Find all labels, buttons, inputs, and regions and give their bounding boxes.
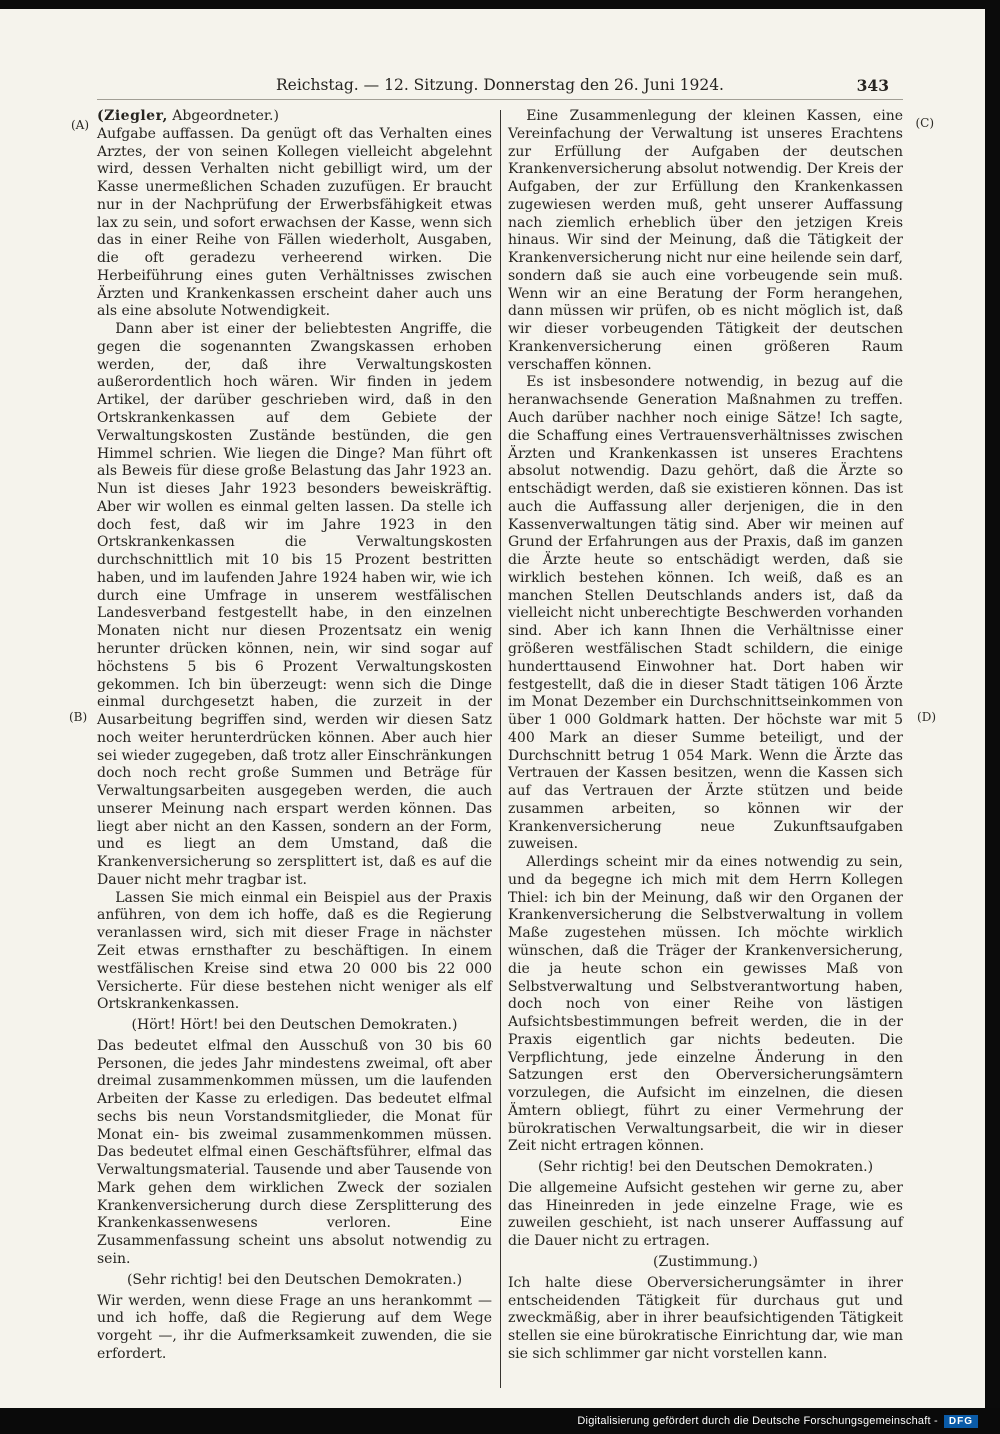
paragraph: Die allgemeine Aufsicht gestehen wir gerne zu, aber das Hineinreden in jede einzelne Frage, wie es zuweilen geschieht, ist nach unserer Auffassung auf die Dauer nicht zu ertragen.: [508, 1179, 903, 1250]
stage-direction: (Sehr richtig! bei den Deutschen Demokraten.): [537, 1159, 874, 1176]
digitization-credit: Digitalisierung gefördert durch die Deutsche Forschungsgemeinschaft -: [577, 1415, 938, 1427]
stage-direction: (Hört! Hört! bei den Deutschen Demokraten.): [131, 1017, 458, 1034]
scan-edge-right: [985, 0, 1000, 1434]
speaker-name: (Ziegler,: [97, 108, 168, 124]
page-number: 343: [856, 76, 889, 95]
paragraph: Das bedeutet elfmal den Ausschuß von 30 bis 60 Personen, die jedes Jahr mindestens zweimal, oft aber dreimal zusammenkommen müssen, um die laufenden Arbeiten der Kasse zu erledigen. Das bedeutet elfmal sechs bis neun Vorstandsmitglieder, die Monat für Monat ein- bis zweimal zusammenkommen müssen. Das bedeutet elfmal einen Geschäftsführer, elfmal das Verwaltungsmaterial. Tausende und aber Tausende von Mark gehen dem wirklichen Zweck der sozialen Krankenversicherung durch diese Zersplitterung des Krankenkassenwesens verloren. Eine Zusammenfassung scheint uns absolut notwendig zu sein.: [97, 1037, 492, 1267]
paragraph: Aufgabe auffassen. Da genügt oft das Verhalten eines Arztes, der von seinen Kollegen vielleicht abgelehnt wird, dessen Verhalten nicht gebilligt wird, um der Kasse unermeßlichen Schaden zuzufügen. Er braucht nur in der Nachprüfung der Erwerbsfähigkeit etwas lax zu sein, und sofort erwachsen der Kasse, wenn sich das in einer Reihe von Fällen wiederholt, Ausgaben, die oft geradezu verheerend wirken. Die Herbeiführung eines guten Verhältnisses zwischen Ärzten und Krankenkassen erscheint daher auch uns als eine absolute Notwendigkeit.: [97, 125, 492, 320]
margin-mark-b: (B): [69, 710, 88, 724]
margin-mark-c: (C): [915, 116, 934, 130]
page-title: Reichstag. — 12. Sitzung. Donnerstag den 26. Juni 1924.: [276, 76, 724, 94]
paragraph: Lassen Sie mich einmal ein Beispiel aus der Praxis anführen, von dem ich hoffe, daß es die Regierung veranlassen wird, sich mit dieser Frage in nächster Zeit etwas ernsthafter zu beschäftigen. In einem westfälischen Kreise sind etwa 20 000 bis 22 000 Versicherte. Für diese bestehen nicht weniger als elf Ortskrankenkassen.: [97, 889, 492, 1013]
column-divider: [500, 110, 501, 1388]
paragraph: Ich halte diese Oberversicherungsämter in ihrer entscheidenden Tätigkeit für durchaus gut und zweckmäßig, aber in ihrer beaufsichtigenden Tätigkeit stellen sie eine bürokratische Einrichtung dar, wie man sie sich schlimmer gar nicht vorstellen kann.: [508, 1274, 903, 1362]
dfg-logo: DFG: [944, 1415, 978, 1428]
paragraph: Dann aber ist einer der beliebtesten Angriffe, die gegen die sogenannten Zwangskassen erhoben werden, der, daß ihre Verwaltungskosten außerordentlich hoch wären. Wir finden in jedem Artikel, der darüber geschrieben wird, daß in den Ortskrankenkassen auf dem Gebiete der Verwaltungskosten Zustände bestünden, die gen Himmel schrien. Wie liegen die Dinge? Man führt oft als Beweis für diese große Belastung das Jahr 1923 an. Nun ist dieses Jahr 1923 besonders beweiskräftig. Aber wir wollen es einmal gelten lassen. Da stelle ich doch fest, daß wir im Jahre 1923 in den Ortskrankenkassen die Verwaltungskosten durchschnittlich mit 10 bis 15 Prozent bestritten haben, und im laufenden Jahre 1924 haben wir, wie ich durch eine Umfrage in unserem westfälischen Landesverband festgestellt habe, in den einzelnen Monaten nicht nur diesen Prozentsatz ein wenig herunter drücken können, nein, wir sind sogar auf höchstens 5 bis 6 Prozent Verwaltungskosten gekommen. Ich bin überzeugt: wenn sich die Dinge einmal durchgesetzt haben, die zurzeit in der Ausarbeitung begriffen sind, werden wir diesen Satz noch weiter herunterdrücken können. Aber auch hier sei wieder zugegeben, daß trotz aller Einschränkungen doch noch recht große Summen und Beträge für Verwaltungsarbeiten ausgegeben werden, die auch unserer Meinung nach erspart werden können. Das liegt aber nicht an den Kassen, sondern an der Form, und es liegt an dem Umstand, daß die Krankenversicherung so zersplittert ist, daß es auf die Dauer nicht mehr tragbar ist.: [97, 321, 492, 888]
paragraph: Allerdings scheint mir da eines notwendig zu sein, und da begegne ich mich mit dem Herrn Kollegen Thiel: ich bin der Meinung, daß wir den Organen der Krankenversicherung die Selbstverwaltung in vollem Maße zugestehen müssen. Ich möchte wirklich wünschen, daß die Träger der Krankenversicherung, die ja heute schon ein gewisses Maß von Selbstverwaltung und Selbstverantwortung haben, doch noch von einer Reihe von lästigen Aufsichtsbestimmungen befreit werden, die in der Praxis eigentlich gar nichts bedeuten. Die Verpflichtung, jede einzelne Änderung in den Satzungen erst den Oberversicherungsämtern vorzulegen, die Aufsicht im einzelnen, die diesen Ämtern obliegt, führt zu einer Vermehrung der bürokratischen Verwaltungsarbeit, die wir in dieser Zeit nicht ertragen können.: [508, 854, 903, 1155]
stage-direction: (Sehr richtig! bei den Deutschen Demokraten.): [126, 1271, 463, 1288]
left-column: [97, 108, 492, 1394]
paragraph: Eine Zusammenlegung der kleinen Kassen, eine Vereinfachung der Verwaltung ist unseres Erachtens zur Erfüllung der Aufgaben der deutschen Krankenversicherung absolut notwendig. Der Kreis der Aufgaben, der zur Erfüllung den Krankenkassen zugewiesen werden muß, geht unserer Auffassung nach ziemlich erheblich über den jetzigen Kreis hinaus. Wir sind der Meinung, daß die Tätigkeit der Krankenversicherung nicht nur eine heilende sein darf, sondern daß sie auch eine vorbeugende sein muß. Wenn wir an eine Beratung der Form herangehen, dann müssen wir prüfen, ob es nicht möglich ist, daß wir dieser vorbeugenden Tätigkeit der deutschen Krankenversicherung einen größeren Raum verschaffen können.: [508, 108, 903, 373]
right-column: [508, 108, 903, 1394]
text-columns: [69, 108, 936, 1394]
stage-direction: (Zustimmung.): [653, 1254, 758, 1270]
speaker-role: Abgeordneter.): [167, 108, 279, 124]
digitization-footer: [0, 1408, 1000, 1434]
left-column-body: [97, 126, 492, 1364]
paragraph: Wir werden, wenn diese Frage an uns herankommt — und ich hoffe, daß die Regierung auf dem Wege vorgeht —, ihr die Aufmerksamkeit zuwenden, die sie erfordert.: [97, 1292, 492, 1362]
paragraph: Es ist insbesondere notwendig, in bezug auf die heranwachsende Generation Maßnahmen zu treffen. Auch darüber nachher noch einige Sätze! Ich sagte, die Schaffung eines Vertrauensverhältnisses zwischen Ärzten und Krankenkassen ist unseres Erachtens absolut notwendig. Dazu gehört, daß die Ärzte so entschädigt werden, daß sie existieren können. Das ist auch die Auffassung aller derjenigen, die in den Kassenverwaltungen tätig sind. Aber wir meinen auf Grund der Erfahrungen aus der Praxis, daß im ganzen die Ärzte heute so entschädigt werden, daß sie wirklich bestehen können. Ich weiß, daß es an manchen Stellen Deutschlands anders ist, daß da vielleicht nicht unberechtigte Beschwerden vorhanden sind. Aber ich kann Ihnen die Verhältnisse einer größeren westfälischen Stadt schildern, die einige hunderttausend Einwohner hat. Dort haben wir festgestellt, daß die in dieser Stadt tätigen 106 Ärzte im Monat Dezember ein Durchschnittseinkommen von über 1 000 Goldmark hatten. Der höchste war mit 5 400 Mark an dieser Summe beteiligt, und der Durchschnitt betrug 1 054 Mark. Wenn die Ärzte das Vertrauen der Kassen besitzen, wenn die Kassen sich auf das Vertrauen der Ärzte stützen und beide zusammen arbeiten, so können wir der Krankenversicherung neue Zukunftsaufgaben zuweisen.: [508, 374, 903, 853]
running-head: [97, 76, 903, 94]
margin-mark-d: (D): [917, 710, 936, 724]
scan-edge-top: [0, 0, 1000, 9]
margin-mark-a: (A): [71, 118, 90, 132]
header-rule: [97, 99, 903, 100]
right-column-body: [508, 108, 903, 1364]
speaker-line: [97, 108, 492, 126]
